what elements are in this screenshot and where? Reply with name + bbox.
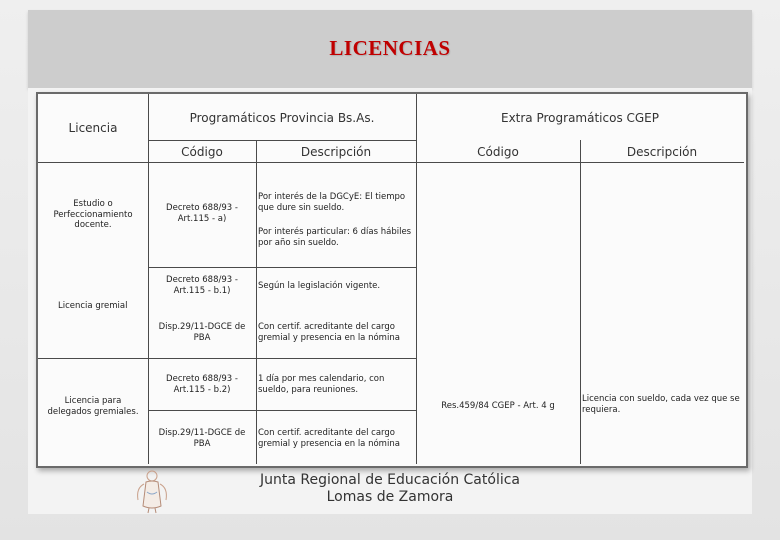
- divider: [38, 162, 744, 163]
- divider: [148, 140, 416, 141]
- code-gremial-disp: Disp.29/11-DGCE de PBA: [158, 322, 246, 343]
- header-licencia: Licencia: [68, 121, 118, 135]
- footer-line1: Junta Regional de Educación Católica: [259, 472, 520, 488]
- divider: [38, 358, 416, 359]
- desc-gremial-legislacion: Según la legislación vigente.: [258, 281, 381, 291]
- divider: [148, 267, 416, 268]
- licencias-table: [36, 92, 748, 468]
- header-programaticos: Programáticos Provincia Bs.As.: [189, 111, 375, 125]
- row-label-gremial: Licencia gremial: [58, 301, 128, 311]
- desc-delegados-certif: Con certif. acreditante del cargo gremial y presencia en la nómina: [258, 428, 400, 449]
- code-gremial-decreto: Decreto 688/93 - Art.115 - b.1): [166, 275, 238, 296]
- desc-gremial-certif: Con certif. acreditante del cargo gremial y presencia en la nómina: [258, 322, 400, 343]
- desc-delegados-reuniones: 1 día por mes calendario, con sueldo, para reuniones.: [258, 374, 385, 395]
- header-descripcion-prog: Descripción: [300, 145, 372, 159]
- header-codigo-prog: Código: [181, 145, 223, 159]
- code-delegados-decreto: Decreto 688/93 - Art.115 - b.2): [166, 374, 238, 395]
- code-delegados-disp: Disp.29/11-DGCE de PBA: [158, 428, 246, 449]
- divider: [580, 140, 581, 464]
- title-band: [28, 10, 752, 88]
- row-label-delegados: Licencia para delegados gremiales.: [47, 396, 139, 417]
- header-descripcion-extra: Descripción: [626, 145, 698, 159]
- code-estudio: Decreto 688/93 - Art.115 - a): [166, 203, 238, 224]
- desc-estudio-particular: Por interés particular: 6 días hábiles por año sin sueldo.: [258, 227, 412, 248]
- page-title: LICENCIAS: [329, 36, 451, 60]
- desc-estudio-dgcye: Por interés de la DGCyE: El tiempo que dure sin sueldo.: [258, 192, 406, 213]
- footer: [180, 472, 600, 506]
- desc-extra-licencia: Licencia con sueldo, cada vez que se requiera.: [582, 394, 740, 415]
- divider: [148, 410, 416, 411]
- divider: [256, 140, 257, 464]
- code-extra-res: Res.459/84 CGEP - Art. 4 g: [441, 401, 555, 411]
- angel-logo: [134, 466, 170, 514]
- header-extra-programaticos: Extra Programáticos CGEP: [500, 111, 659, 125]
- row-label-estudio: Estudio o Perfeccionamiento docente.: [53, 199, 133, 231]
- footer-line2: Lomas de Zamora: [326, 488, 454, 505]
- header-codigo-extra: Código: [477, 145, 519, 159]
